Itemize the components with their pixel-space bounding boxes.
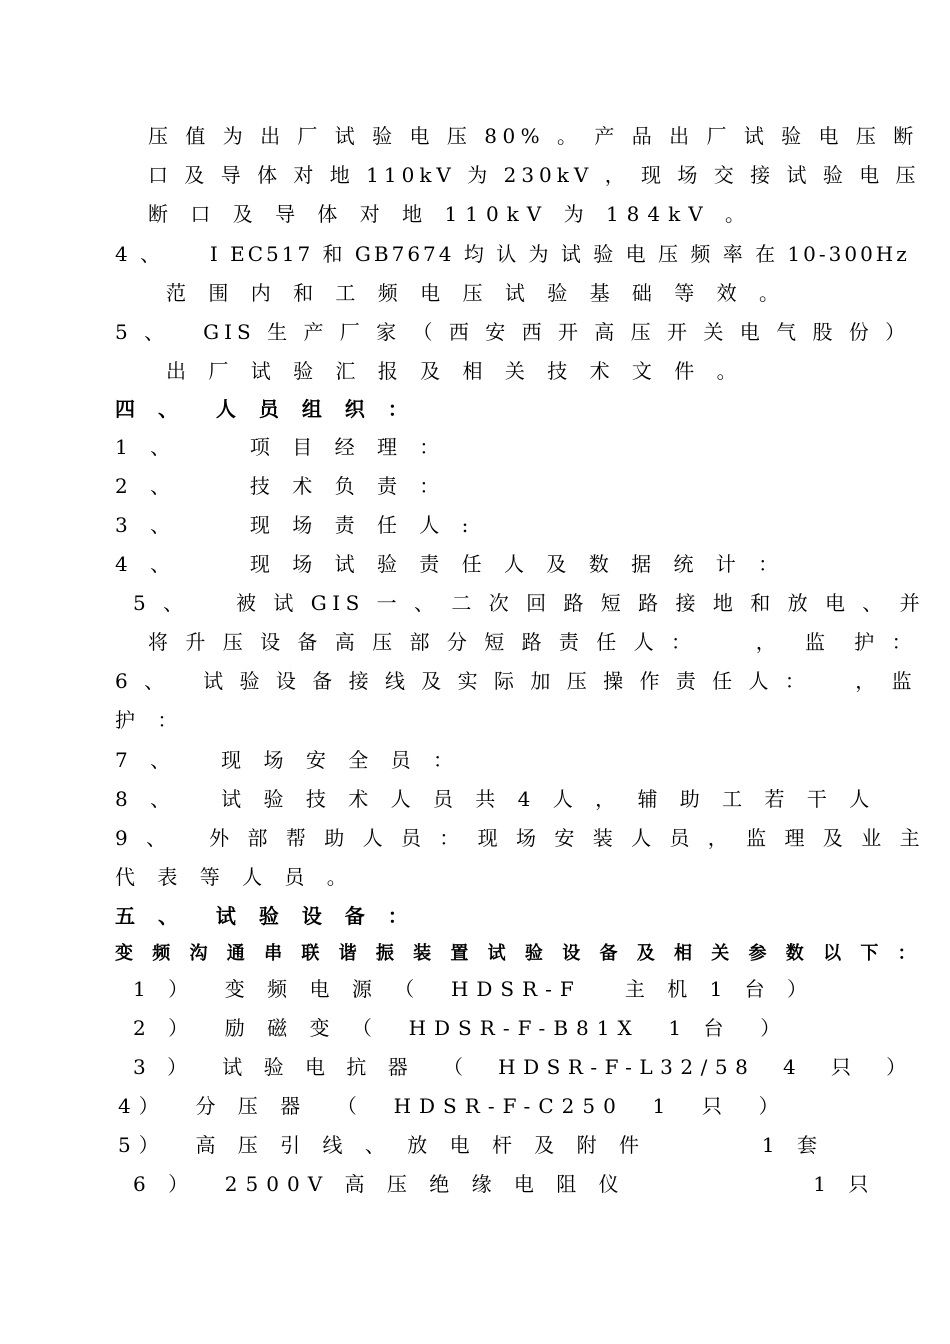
paragraph-line: 护 ： <box>115 708 186 732</box>
paragraph-line: 范 围 内 和 工 频 电 压 试 验 基 础 等 效 。 <box>166 281 788 305</box>
list-item-line: 4 、 现 场 试 验 责 任 人 及 数 据 统 计 ： <box>115 552 787 576</box>
subheading: 变 频 沟 通 串 联 谐 振 装 置 试 验 设 备 及 相 关 参 数 以 下 ： <box>115 943 923 964</box>
paragraph-line: 代 表 等 人 员 。 <box>115 865 355 889</box>
section-heading: 五 、 试 验 设 备 ： <box>115 904 416 928</box>
list-item-line: 6 、 试 验 设 备 接 线 及 实 际 加 压 操 作 责 任 人 ： ， 监 <box>115 669 917 693</box>
list-item-line: 9 、 外 部 帮 助 人 员 ： 现 场 安 装 人 员 ， 监 理 及 业 主 <box>115 826 926 850</box>
equipment-item: 1 ） 变 频 电 源 （ HDSR-F 主 机 1 台 ） <box>133 977 816 1001</box>
list-item-line: 4 、 I EC517 和 GB7674 均 认 为 试 验 电 压 频 率 在 10-300Hz <box>115 242 910 266</box>
list-item-line: 5 、 被 试 GIS 一 、 二 次 回 路 短 路 接 地 和 放 电 、 并 <box>133 591 926 615</box>
section-heading: 四 、 人 员 组 织 ： <box>115 397 416 421</box>
list-item-line: 5 、 GIS 生 产 厂 家 （ 西 安 西 开 高 压 开 关 电 气 股 份 ） <box>115 320 911 344</box>
paragraph-line: 将 升 压 设 备 高 压 部 分 短 路 责 任 人 ： ， 监 护 ： <box>148 630 918 654</box>
equipment-item: 4） 分 压 器 （ HDSR-F-C250 1 只 ） <box>118 1094 787 1118</box>
paragraph-line: 压 值 为 出 厂 试 验 电 压 80% 。 产 品 出 厂 试 验 电 压 断 <box>148 124 919 148</box>
list-item-line: 1 、 项 目 经 理 ： <box>115 435 448 459</box>
list-item-line: 7 、 现 场 安 全 员 ： <box>115 748 461 772</box>
paragraph-line: 断 口 及 导 体 对 地 110kV 为 184kV 。 <box>148 202 754 226</box>
list-item-line: 2 、 技 术 负 责 ： <box>115 474 448 498</box>
list-item-line: 3 、 现 场 责 任 人 : <box>115 513 477 537</box>
list-item-line: 8 、 试 验 技 术 人 员 共 4 人 ， 辅 助 工 若 干 人 <box>115 787 878 811</box>
paragraph-line: 口 及 导 体 对 地 110kV 为 230kV ， 现 场 交 接 试 验 电 压 <box>148 163 921 187</box>
equipment-item: 3 ） 试 验 电 抗 器 （ HDSR-F-L32/58 4 只 ） <box>133 1055 914 1079</box>
equipment-item: 5） 高 压 引 线 、 放 电 杆 及 附 件 1 套 <box>118 1133 825 1157</box>
equipment-item: 2 ） 励 磁 变 （ HDSR-F-B81X 1 台 ） <box>133 1016 789 1040</box>
paragraph-line: 出 厂 试 验 汇 报 及 相 关 技 术 文 件 。 <box>166 359 745 383</box>
equipment-item: 6 ） 2500V 高 压 绝 缘 电 阻 仪 1 只 <box>133 1172 877 1196</box>
